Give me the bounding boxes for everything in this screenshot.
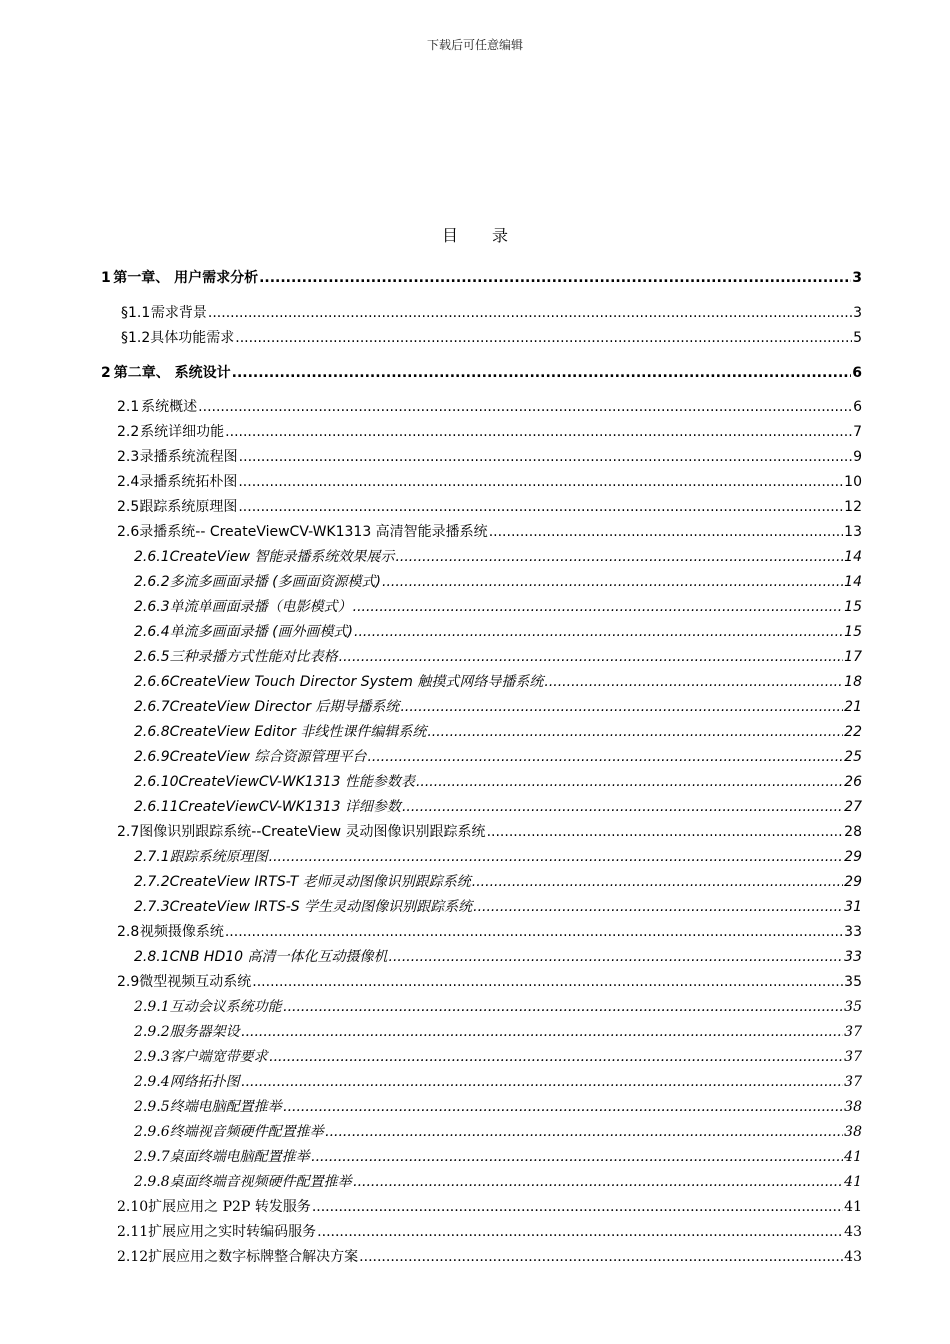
toc-leader-dots (269, 1049, 844, 1065)
toc-leader-dots (252, 974, 843, 990)
toc-entry[interactable] (134, 771, 862, 793)
toc-entry-title: 桌面终端电脑配置推举 (169, 1149, 310, 1165)
toc-entry-page: 37 (844, 1024, 862, 1040)
toc-entry-title: 单流多画面录播 (画外画模式) (169, 624, 353, 640)
toc-entry-number: 2.9.1 (134, 999, 170, 1015)
toc-leader-dots (239, 449, 852, 465)
toc-leader-dots (487, 824, 844, 840)
toc-entry[interactable] (117, 971, 862, 993)
toc-entry-number: 2.9.7 (134, 1149, 170, 1165)
toc-entry-title: 扩展应用之实时转编码服务 (148, 1224, 317, 1240)
toc-entry-title: 终端视音频硬件配置推举 (169, 1124, 324, 1140)
toc-leader-dots (382, 574, 843, 590)
toc-leader-dots (198, 399, 852, 415)
toc-entry-title: CreateView 智能录播系统效果展示 (169, 549, 395, 565)
toc-entry-number: 2.1 (117, 399, 140, 415)
toc-entry-page: 29 (844, 849, 862, 865)
toc-entry-page: 15 (844, 624, 862, 640)
toc-entry-page: 35 (844, 974, 862, 990)
toc-entry-page: 12 (844, 499, 862, 515)
toc-entry[interactable] (134, 796, 862, 818)
toc-entry-page: 14 (844, 574, 862, 590)
toc-entry-number: 2.6.2 (134, 574, 170, 590)
toc-leader-dots (544, 674, 843, 690)
toc-leader-dots (416, 774, 843, 790)
toc-entry-page: 6 (852, 365, 862, 381)
toc-entry-page: 33 (844, 924, 862, 940)
toc-entry[interactable] (134, 746, 862, 768)
toc-entry-title: 互动会议系统功能 (169, 999, 282, 1015)
toc-leader-dots (225, 924, 843, 940)
toc-leader-dots (353, 599, 844, 615)
toc-leader-dots (311, 1149, 844, 1165)
toc-entry-number: 2.9 (117, 974, 140, 990)
toc-entry-title: 多流多画面录播 (多画面资源模式) (169, 574, 381, 590)
toc-entry[interactable] (134, 1071, 862, 1093)
toc-entry-page: 15 (844, 599, 862, 615)
toc-leader-dots (283, 1099, 844, 1115)
toc-entry-title: CreateView Director 后期导播系统 (169, 699, 400, 715)
toc-entry[interactable] (101, 267, 862, 289)
toc-leader-dots (367, 749, 843, 765)
toc-entry[interactable] (117, 1246, 862, 1268)
toc-entry-number: 2.6.1 (134, 549, 170, 565)
toc-leader-dots (317, 1224, 843, 1240)
toc-entry-page: 41 (844, 1174, 862, 1190)
toc-entry[interactable] (117, 421, 862, 443)
toc-leader-dots (238, 499, 843, 515)
toc-entry[interactable] (134, 546, 862, 568)
toc-entry-page: 43 (844, 1224, 862, 1240)
toc-leader-dots (353, 1174, 844, 1190)
toc-entry-page: 10 (844, 474, 862, 490)
toc-entry[interactable] (134, 1096, 862, 1118)
toc-entry-title: CreateView 综合资源管理平台 (169, 749, 367, 765)
toc-entry-title: CreateView Touch Director System 触摸式网络导播系统 (169, 674, 544, 690)
toc-entry-title: 第一章、 用户需求分析 (113, 270, 259, 286)
toc-leader-dots (235, 330, 852, 346)
toc-entry[interactable] (134, 621, 862, 643)
toc-entry-number: 2.6.7 (134, 699, 170, 715)
toc-entry[interactable] (117, 1196, 862, 1218)
toc-entry[interactable] (134, 571, 862, 593)
toc-entry-page: 41 (844, 1149, 862, 1165)
toc-entry-page: 17 (844, 649, 862, 665)
toc-entry-page: 3 (852, 270, 862, 286)
toc-entry-number: 2.6.11 (134, 799, 179, 815)
toc-leader-dots (225, 424, 852, 440)
toc-entry-number: 2.8.1 (134, 949, 170, 965)
toc-entry-number: 2.6.3 (134, 599, 170, 615)
toc-entry[interactable] (134, 846, 862, 868)
toc-entry-page: 22 (844, 724, 862, 740)
toc-entry-page: 25 (844, 749, 862, 765)
toc-leader-dots (473, 899, 843, 915)
toc-entry-title: 微型视频互动系统 (139, 974, 252, 990)
toc-entry-number: 2.6.8 (134, 724, 170, 740)
toc-title-char-2: 录 (492, 226, 509, 245)
toc-leader-dots (238, 474, 843, 490)
toc-entry-page: 37 (844, 1049, 862, 1065)
toc-entry[interactable] (134, 1046, 862, 1068)
toc-entry-number: 2.2 (117, 424, 140, 440)
toc-entry-page: 35 (844, 999, 862, 1015)
toc-entry-number: 2.12 (117, 1249, 149, 1265)
toc-entry[interactable] (134, 896, 862, 918)
toc-entry-title: 视频摄像系统 (139, 924, 224, 940)
toc-entry-number: §1.2 (121, 330, 151, 346)
toc-leader-dots (389, 949, 844, 965)
toc-entry-title: 扩展应用之数字标牌整合解决方案 (148, 1249, 359, 1265)
toc-entry-number: 2.10 (117, 1199, 149, 1215)
toc-entry[interactable] (134, 596, 862, 618)
toc-leader-dots (402, 799, 843, 815)
toc-entry-number: 2.3 (117, 449, 140, 465)
toc-entry[interactable] (117, 446, 862, 468)
toc-entry-title: CreateView IRTS-T 老师灵动图像识别跟踪系统 (169, 874, 471, 890)
toc-leader-dots (232, 365, 852, 381)
toc-entry-title: CreateViewCV-WK1313 详细参数 (178, 799, 401, 815)
toc-entry-page: 26 (844, 774, 862, 790)
toc-leader-dots (354, 624, 843, 640)
toc-leader-dots (472, 874, 843, 890)
toc-leader-dots (489, 524, 843, 540)
toc-leader-dots (427, 724, 843, 740)
toc-entry-page: 14 (844, 549, 862, 565)
toc-leader-dots (395, 549, 843, 565)
toc-entry[interactable] (134, 721, 862, 743)
toc-entry-title: 单流单画面录播（电影模式） (169, 599, 352, 615)
toc-entry-page: 29 (844, 874, 862, 890)
toc-entry-title: 桌面终端音视频硬件配置推举 (169, 1174, 352, 1190)
toc-entry-title: 录播系统-- CreateViewCV-WK1313 高清智能录播系统 (139, 524, 488, 540)
toc-entry[interactable] (134, 946, 862, 968)
toc-entry-page: 13 (844, 524, 862, 540)
toc-entry[interactable] (121, 302, 862, 324)
toc-entry-title: 系统详细功能 (140, 424, 225, 440)
toc-entry[interactable] (134, 1171, 862, 1193)
toc-entry-number: 2.6.9 (134, 749, 170, 765)
toc-entry-title: 需求背景 (150, 305, 207, 321)
toc-entry[interactable] (134, 996, 862, 1018)
toc-entry-title: 网络拓扑图 (169, 1074, 240, 1090)
toc-entry-number: 2.7.2 (134, 874, 170, 890)
toc-entry-page: 33 (844, 949, 862, 965)
toc-entry-title: 三种录播方式性能对比表格 (169, 649, 338, 665)
toc-entry-number: 2.9.3 (134, 1049, 170, 1065)
toc-entry-title: 第二章、 系统设计 (113, 365, 231, 381)
toc-entry[interactable] (134, 1121, 862, 1143)
toc-entry-title: CNB HD10 高清一体化互动摄像机 (169, 949, 388, 965)
toc-entry-number: 2.6.5 (134, 649, 170, 665)
toc-entry-number: 2.6.6 (134, 674, 170, 690)
toc-entry[interactable] (134, 671, 862, 693)
toc-title (0, 223, 950, 246)
toc-entry-number: 2.6.4 (134, 624, 170, 640)
toc-entry-title: 客户端宽带要求 (169, 1049, 268, 1065)
toc-entry-page: 38 (844, 1099, 862, 1115)
toc-entry-page: 37 (844, 1074, 862, 1090)
toc-entry[interactable] (117, 396, 862, 418)
toc-entry[interactable] (121, 327, 862, 349)
toc-entry-title: 跟踪系统原理图 (139, 499, 238, 515)
toc-leader-dots (325, 1124, 844, 1140)
toc-entry-page: 27 (844, 799, 862, 815)
toc-leader-dots (283, 999, 844, 1015)
toc-entry-number: 2.5 (117, 499, 140, 515)
toc-entry-number: 1 (101, 270, 111, 286)
toc-entry[interactable] (117, 1221, 862, 1243)
toc-entry-title: 跟踪系统原理图 (169, 849, 268, 865)
toc-leader-dots (269, 849, 844, 865)
toc-entry-number: 2.9.8 (134, 1174, 170, 1190)
toc-entry-page: 18 (844, 674, 862, 690)
toc-entry-number: 2.6 (117, 524, 140, 540)
toc-entry-number: 2.6.10 (134, 774, 179, 790)
toc-entry-page: 21 (844, 699, 862, 715)
toc-entry-page: 9 (853, 449, 862, 465)
page-header-note: 下载后可任意编辑 (426, 38, 523, 52)
toc-entry-title: 系统概述 (141, 399, 198, 415)
toc-entry-page: 31 (844, 899, 862, 915)
toc-entry-number: 2.9.5 (134, 1099, 170, 1115)
toc-entry-title: 服务器架设 (169, 1024, 240, 1040)
toc-entry[interactable] (134, 696, 862, 718)
toc-leader-dots (241, 1074, 844, 1090)
toc-entry[interactable] (101, 362, 862, 384)
toc-title-char-1: 目 (441, 226, 458, 245)
toc-entry-page: 6 (853, 399, 862, 415)
toc-entry-page: 5 (853, 330, 862, 346)
toc-entry[interactable] (134, 1021, 862, 1043)
toc-leader-dots (208, 305, 852, 321)
toc-entry-title: CreateView IRTS-S 学生灵动图像识别跟踪系统 (169, 899, 473, 915)
toc-entry-title: 具体功能需求 (150, 330, 235, 346)
toc-entry[interactable] (134, 1146, 862, 1168)
toc-entry-number: 2.8 (117, 924, 140, 940)
toc-entry[interactable] (117, 521, 862, 543)
toc-entry-page: 3 (853, 305, 862, 321)
toc-entry[interactable] (117, 471, 862, 493)
toc-entry[interactable] (134, 646, 862, 668)
toc-leader-dots (359, 1249, 843, 1265)
toc-leader-dots (259, 270, 851, 286)
toc-entry-number: 2.7.3 (134, 899, 170, 915)
toc-entry-number: 2.11 (117, 1224, 149, 1240)
toc-entry-number: 2.7 (117, 824, 140, 840)
toc-entry-number: 2.9.2 (134, 1024, 170, 1040)
toc-entry-title: CreateViewCV-WK1313 性能参数表 (178, 774, 415, 790)
toc-entry[interactable] (117, 821, 862, 843)
toc-entry-title: 终端电脑配置推举 (169, 1099, 282, 1115)
toc-entry[interactable] (117, 496, 862, 518)
toc-entry[interactable] (117, 921, 862, 943)
toc-entry-title: CreateView Editor 非线性课件编辑系统 (169, 724, 427, 740)
toc-leader-dots (400, 699, 843, 715)
toc-entry-page: 43 (844, 1249, 862, 1265)
toc-entry-number: 2.7.1 (134, 849, 170, 865)
toc-entry-title: 录播系统拓朴图 (139, 474, 238, 490)
toc-entry-page: 38 (844, 1124, 862, 1140)
toc-leader-dots (312, 1199, 843, 1215)
toc-entry-page: 7 (853, 424, 862, 440)
toc-leader-dots (339, 649, 844, 665)
toc-entry-page: 28 (844, 824, 862, 840)
toc-entry-number: 2.9.6 (134, 1124, 170, 1140)
toc-entry-title: 图像识别跟踪系统--CreateView 灵动图像识别跟踪系统 (139, 824, 486, 840)
toc-entry-number: 2.9.4 (134, 1074, 170, 1090)
toc-entry-number: 2 (101, 365, 111, 381)
toc-entry-title: 录播系统流程图 (139, 449, 238, 465)
toc-entry-title: 扩展应用之 P2P 转发服务 (148, 1199, 311, 1215)
toc-leader-dots (241, 1024, 844, 1040)
toc-entry-number: 2.4 (117, 474, 140, 490)
toc-entry[interactable] (134, 871, 862, 893)
toc-entry-page: 41 (844, 1199, 862, 1215)
toc-entry-number: §1.1 (121, 305, 151, 321)
